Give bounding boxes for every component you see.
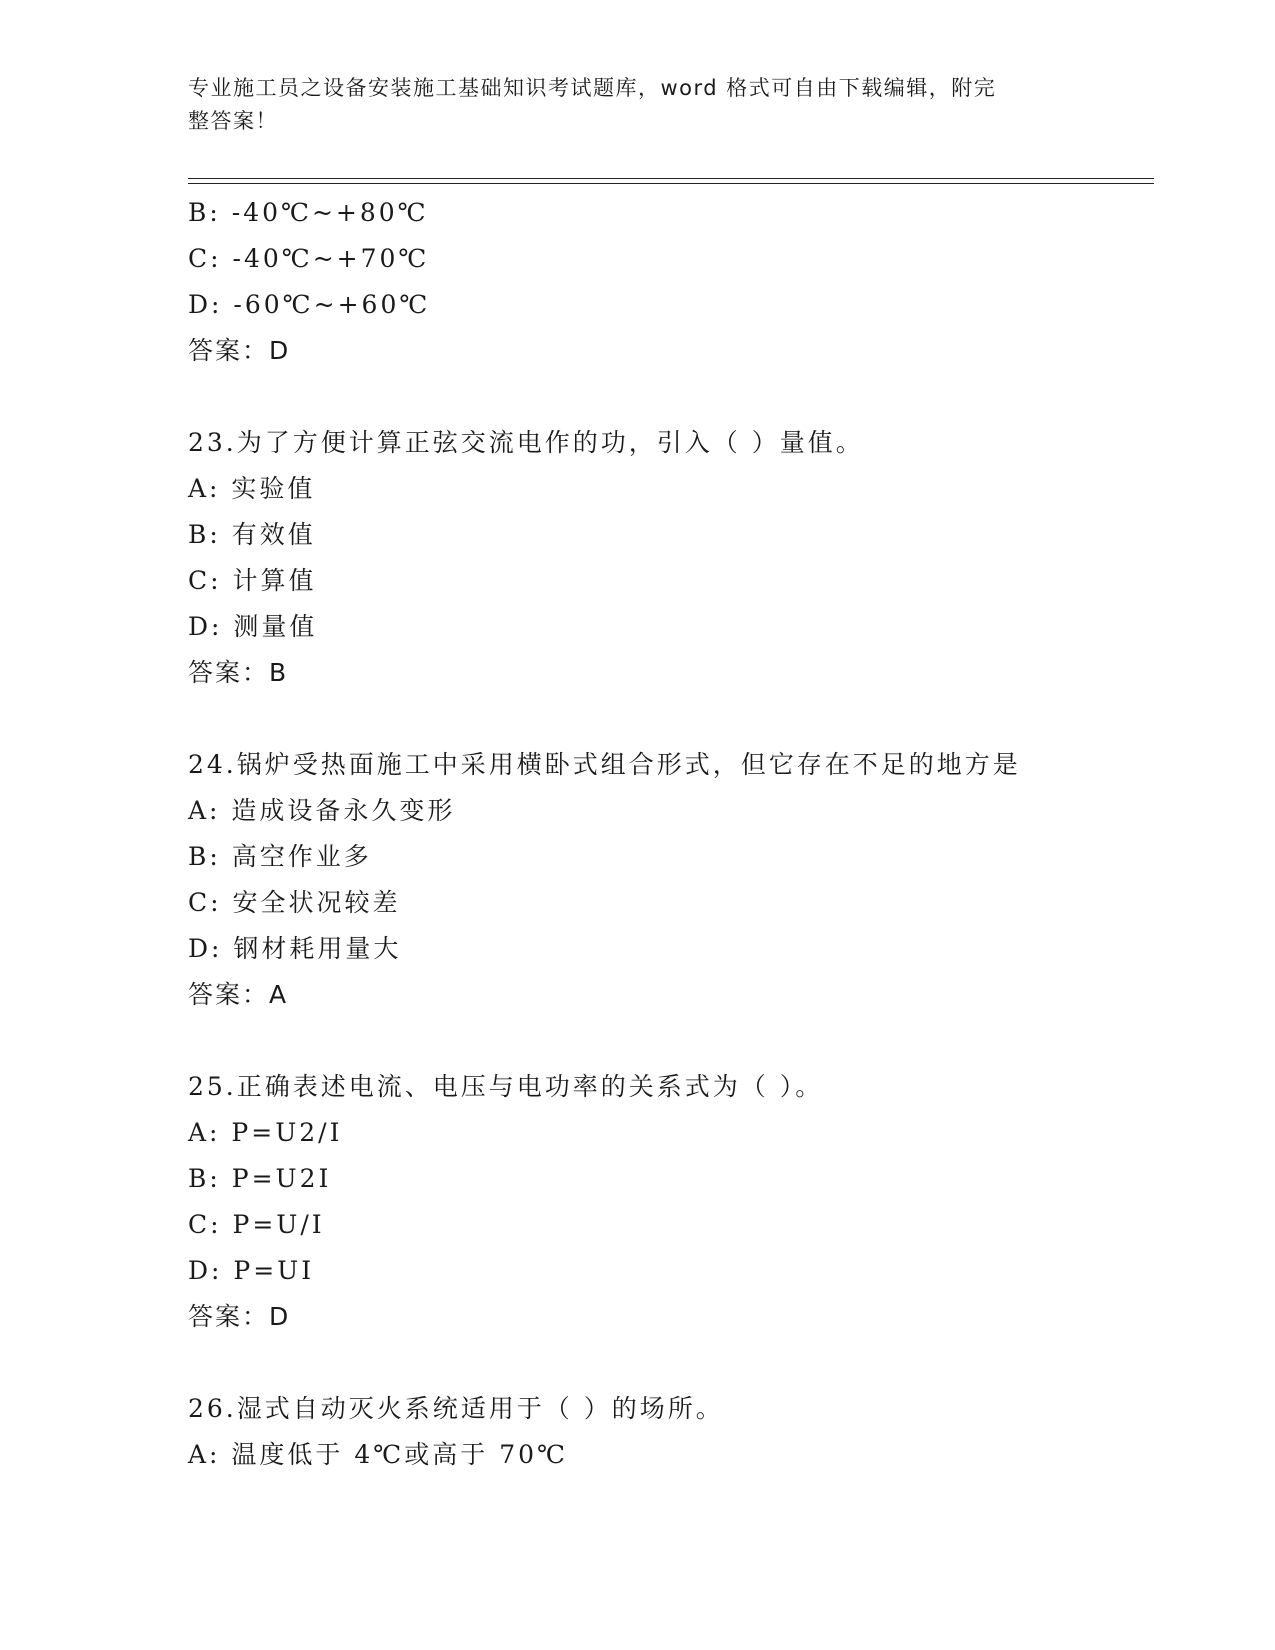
option-line: D: 测量值 — [188, 612, 318, 641]
option-line: D: P=UI — [188, 1256, 315, 1285]
header-divider-bottom — [188, 183, 1154, 184]
option-line: B: -40℃~+80℃ — [188, 198, 429, 227]
answer-line: 答案：D — [188, 336, 291, 365]
option-line: B: 有效值 — [188, 520, 316, 549]
question-content — [188, 190, 1154, 1478]
header-line-1: 专业施工员之设备安装施工基础知识考试题库，word 格式可自由下载编辑，附完 — [188, 76, 997, 100]
question-block-continued — [188, 190, 1154, 374]
option-line: C: 计算值 — [188, 566, 317, 595]
answer-line: 答案：A — [188, 980, 289, 1009]
option-line: D: -60℃~+60℃ — [188, 290, 431, 319]
option-line: B: 高空作业多 — [188, 842, 372, 871]
question-text: 24.锅炉受热面施工中采用横卧式组合形式，但它存在不足的地方是 — [188, 750, 1021, 779]
header-divider-top — [188, 178, 1154, 179]
answer-line: 答案：D — [188, 1302, 291, 1331]
option-line: A: 造成设备永久变形 — [188, 796, 456, 825]
question-block-24 — [188, 742, 1154, 1018]
question-spacer — [188, 374, 1154, 420]
question-block-23 — [188, 420, 1154, 696]
question-spacer — [188, 1340, 1154, 1386]
question-block-26 — [188, 1386, 1154, 1478]
question-spacer — [188, 696, 1154, 742]
option-line: A: P=U2/I — [188, 1118, 343, 1147]
option-line: C: P=U/I — [188, 1210, 325, 1239]
option-line: C: 安全状况较差 — [188, 888, 401, 917]
header-line-2: 整答案！ — [188, 109, 278, 133]
option-line: B: P=U2I — [188, 1164, 332, 1193]
question-block-25 — [188, 1064, 1154, 1340]
document-header — [188, 72, 1068, 138]
question-text: 26.湿式自动灭火系统适用于（ ）的场所。 — [188, 1394, 724, 1423]
option-line: D: 钢材耗用量大 — [188, 934, 402, 963]
question-text: 23.为了方便计算正弦交流电作的功，引入（ ）量值。 — [188, 428, 864, 457]
option-line: A: 温度低于 4℃或高于 70℃ — [188, 1440, 568, 1469]
question-text: 25.正确表述电流、电压与电功率的关系式为（ ）。 — [188, 1072, 824, 1101]
question-spacer — [188, 1018, 1154, 1064]
answer-line: 答案：B — [188, 658, 289, 687]
option-line: C: -40℃~+70℃ — [188, 244, 430, 273]
option-line: A: 实验值 — [188, 474, 316, 503]
